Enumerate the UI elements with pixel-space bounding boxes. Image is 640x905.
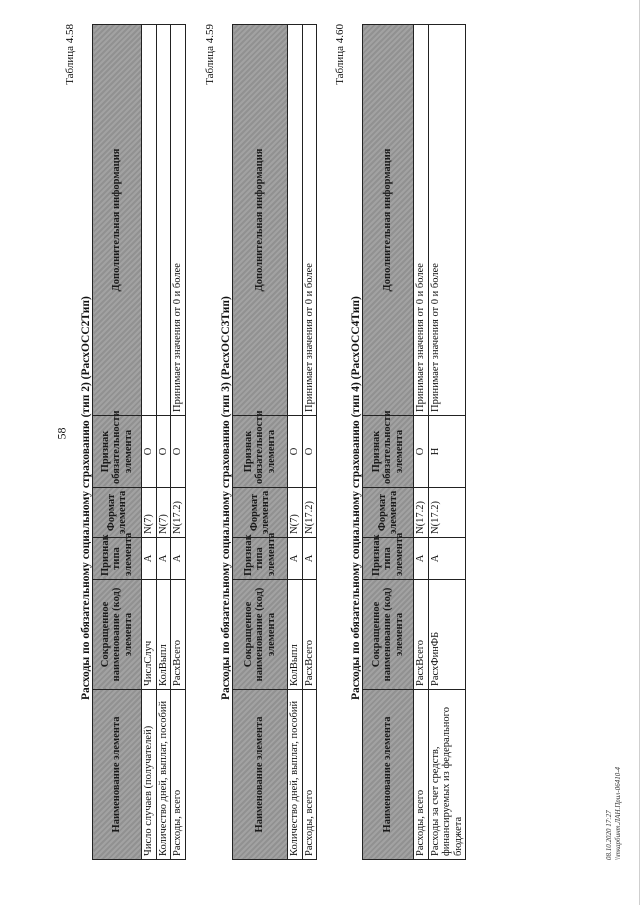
table-row — [288, 25, 303, 860]
cell-name: Расходы, всего — [302, 690, 317, 860]
table-header-row — [363, 25, 414, 860]
table-header-row — [233, 25, 288, 860]
cell-required: О — [171, 416, 186, 488]
data-table — [362, 24, 466, 860]
col-header-type: Признак типа элемента — [363, 538, 414, 580]
col-header-name: Наименование элемента — [233, 690, 288, 860]
table-block-4-58 — [64, 20, 202, 860]
cell-info: Принимает значения от 0 и более — [302, 25, 317, 416]
col-header-required: Признак обязательности элемента — [93, 416, 142, 488]
table-row — [428, 25, 466, 860]
col-header-info: Дополнительная информация — [233, 25, 288, 416]
col-header-code: Сокращенное наименование (код) элемента — [363, 580, 414, 690]
cell-type: А — [142, 538, 157, 580]
cell-info: Принимает значения от 0 и более — [428, 25, 466, 416]
cell-code: ЧислСлуч — [142, 580, 157, 690]
table-row — [302, 25, 317, 860]
table-row — [171, 25, 186, 860]
cell-info — [288, 25, 303, 416]
cell-type: А — [414, 538, 429, 580]
cell-required: Н — [428, 416, 466, 488]
page-number: 58 — [54, 427, 69, 440]
col-header-name: Наименование элемента — [363, 690, 414, 860]
cell-name: Число случаев (получателей) — [142, 690, 157, 860]
cell-name: Количество дней, выплат, пособий — [156, 690, 171, 860]
footer-date: 08.10.2020 17:27 — [605, 810, 613, 860]
table-row — [142, 25, 157, 860]
cell-type: А — [428, 538, 466, 580]
cell-info — [142, 25, 157, 416]
cell-code: РасхВсего — [414, 580, 429, 690]
table-label: Таблица 4.59 — [204, 24, 216, 85]
cell-code: РасхВсего — [302, 580, 317, 690]
col-header-required: Признак обязательности элемента — [363, 416, 414, 488]
cell-format: N(17.2) — [302, 488, 317, 538]
table-header-row — [93, 25, 142, 860]
table-block-4-59 — [204, 20, 332, 860]
cell-name: Расходы, всего — [414, 690, 429, 860]
col-header-name: Наименование элемента — [93, 690, 142, 860]
cell-name: Количество дней, выплат, пособий — [288, 690, 303, 860]
col-header-required: Признак обязательности элемента — [233, 416, 288, 488]
footer-path: \\ткарбинт.ЛАН.Прил-06410-4 — [614, 766, 622, 860]
table-title: Расходы по обязательному социальному страхованию (тип 2) (РасхОСС2Тип) — [80, 296, 92, 700]
cell-code: РасхВсего — [171, 580, 186, 690]
cell-type: А — [156, 538, 171, 580]
cell-info — [156, 25, 171, 416]
footer-stamp — [605, 700, 625, 860]
table-row — [156, 25, 171, 860]
col-header-type: Признак типа элемента — [93, 538, 142, 580]
cell-code: РасхФинФБ — [428, 580, 466, 690]
col-header-code: Сокращенное наименование (код) элемента — [233, 580, 288, 690]
cell-code: КолВыпл — [156, 580, 171, 690]
col-header-format: Формат элемента — [233, 488, 288, 538]
cell-format: N(7) — [156, 488, 171, 538]
cell-required: О — [414, 416, 429, 488]
table-block-4-60 — [334, 20, 482, 860]
cell-type: А — [302, 538, 317, 580]
cell-required: О — [142, 416, 157, 488]
col-header-format: Формат элемента — [93, 488, 142, 538]
cell-format: N(17.2) — [414, 488, 429, 538]
cell-info: Принимает значения от 0 и более — [414, 25, 429, 416]
cell-format: N(7) — [288, 488, 303, 538]
cell-format: N(7) — [142, 488, 157, 538]
cell-type: А — [288, 538, 303, 580]
cell-type: А — [171, 538, 186, 580]
cell-info: Принимает значения от 0 и более — [171, 25, 186, 416]
cell-code: КолВыпл — [288, 580, 303, 690]
cell-required: О — [302, 416, 317, 488]
cell-required: О — [156, 416, 171, 488]
cell-format: N(17.2) — [428, 488, 466, 538]
data-table — [232, 24, 317, 860]
table-label: Таблица 4.58 — [64, 24, 76, 85]
table-label: Таблица 4.60 — [334, 24, 346, 85]
cell-name: Расходы за счет средств, финансируемых из федерального бюджета — [428, 690, 466, 860]
cell-name: Расходы, всего — [171, 690, 186, 860]
col-header-type: Признак типа элемента — [233, 538, 288, 580]
cell-format: N(17.2) — [171, 488, 186, 538]
table-title: Расходы по обязательному социальному страхованию (тип 3) (РасхОСС3Тип) — [220, 296, 232, 700]
data-table — [92, 24, 186, 860]
col-header-format: Формат элемента — [363, 488, 414, 538]
col-header-info: Дополнительная информация — [93, 25, 142, 416]
col-header-info: Дополнительная информация — [363, 25, 414, 416]
table-title: Расходы по обязательному социальному страхованию (тип 4) (РасхОСС4Тип) — [350, 296, 362, 700]
table-row — [414, 25, 429, 860]
col-header-code: Сокращенное наименование (код) элемента — [93, 580, 142, 690]
cell-required: О — [288, 416, 303, 488]
